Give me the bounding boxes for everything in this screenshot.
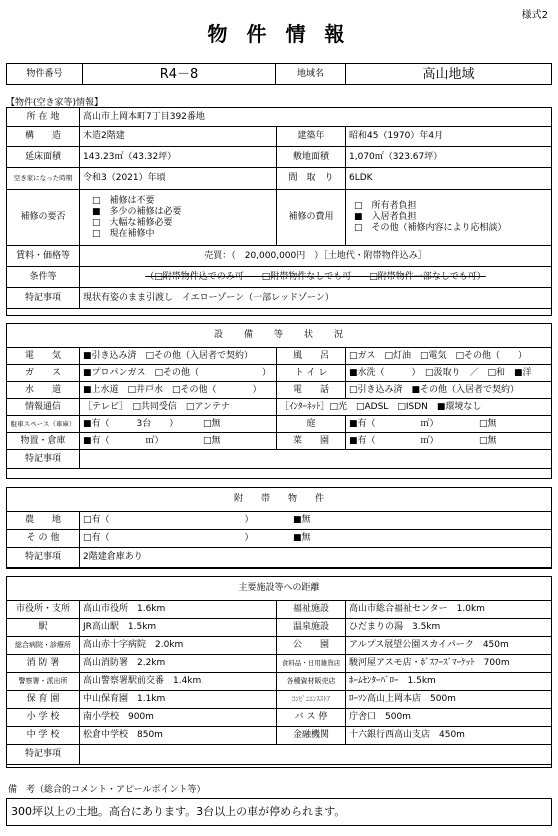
repair-need-option-4: □ 現在補修中	[92, 228, 155, 239]
phone-value: □引き込み済 ■その他（入居者で契約）	[346, 382, 552, 399]
it-net-value: ［ｲﾝﾀｰﾈｯﾄ］□光 □ADSL □ISDN ■環境なし	[277, 399, 552, 416]
electric-value: ■引き込み済 □その他（入居者で契約）	[80, 348, 277, 365]
vegetable-no: □無	[479, 435, 497, 446]
facility-label-5a: 警察署・派出所	[7, 673, 80, 691]
section-heading-property: 【物件(空き家等)情報】	[6, 98, 104, 108]
facility-value-7a: 南小学校 900m	[80, 709, 277, 727]
facility-label-1a: 市役所・支所	[7, 601, 80, 619]
equipment-notes-label: 特記事項	[7, 450, 80, 469]
price-label: 賃料・価格等	[7, 246, 80, 267]
header-table	[6, 63, 552, 85]
attached-notes-label: 特記事項	[7, 548, 80, 568]
it-label: 情報通信	[7, 399, 80, 416]
conditions-value: （□附帯物件込でのみ可 □附帯物件なしでも可 □附帯物件一部なしでも可）	[80, 267, 552, 288]
parking-yes: ■有（ 3台 ）	[83, 418, 179, 429]
facility-label-7b: バ ス 停	[277, 709, 346, 727]
water-label: 水 道	[7, 382, 80, 399]
it-tv-value: ［テレビ］ □共同受信 □アンテナ	[80, 399, 277, 416]
facility-value-5b: ﾎｰﾑｾﾝﾀｰﾊﾞﾛｰ 1.5km	[346, 673, 552, 691]
structure-value: 木造2階建	[80, 127, 277, 147]
storage-label: 物置・倉庫	[7, 433, 80, 450]
farmland-no: ■無	[293, 515, 311, 525]
facility-label-6a: 保 育 園	[7, 691, 80, 709]
vegetable-label: 菜 園	[277, 433, 346, 450]
property-table	[6, 107, 552, 309]
area-label: 地域名	[276, 64, 346, 85]
electric-label: 電 気	[7, 348, 80, 365]
repair-need-label: 補修の要否	[7, 190, 80, 246]
facility-label-7a: 小 学 校	[7, 709, 80, 727]
facility-value-4a: 高山消防署 2.2km	[80, 655, 277, 673]
bath-label: 風 呂	[277, 348, 346, 365]
location-value: 高山市上岡本町7丁目392番地	[80, 108, 552, 127]
phone-label: 電 話	[277, 382, 346, 399]
facility-label-6b: ｺﾝﾋﾞﾆｴﾝｽｽﾄｱ	[277, 691, 346, 709]
gas-label: ガ ス	[7, 365, 80, 382]
facility-value-1b: 高山市総合福祉センター 1.0km	[346, 601, 552, 619]
built-label: 建築年	[277, 127, 346, 147]
layout-value: 6LDK	[346, 168, 552, 190]
parking-label: 駐車スペース（車庫）	[7, 416, 80, 433]
equipment-notes-value	[80, 450, 552, 469]
facility-label-3b: 公 園	[277, 637, 346, 655]
page-title: 物 件 情 報	[207, 22, 351, 46]
facility-label-4b: 食料品・日用雑貨店	[277, 655, 346, 673]
garden-yes: ■有（ ㎡）	[349, 418, 439, 429]
facility-value-3b: アルプス展望公園スカイパーク 450m	[346, 637, 552, 655]
location-label: 所 在 地	[7, 108, 80, 127]
farmland-yes: □有（ ）	[83, 515, 254, 525]
facility-value-6a: 中山保育園 1.1km	[80, 691, 277, 709]
repair-cost-option-3: □ その他（補修内容により応相談）	[354, 223, 507, 233]
repair-need-option-3: □ 大幅な補修必要	[92, 217, 173, 228]
facility-label-2b: 温泉施設	[277, 619, 346, 637]
site-area-value: 1,070㎡（323.67坪）	[346, 147, 552, 168]
other-no: ■無	[293, 533, 311, 543]
attached-heading: 附 帯 物 件	[7, 488, 552, 512]
toilet-label: ト イ レ	[277, 365, 346, 382]
gas-value: ■プロパンガス □その他（ ）	[80, 365, 277, 382]
facility-value-4b: 駿河屋アスモ店・ﾎﾞｽﾌｰｽﾞﾏｰｹｯﾄ 700m	[346, 655, 552, 673]
remarks-text: 300坪以上の土地。高台にあります。3台以上の車が停められます。	[6, 798, 552, 826]
structure-label: 構 造	[7, 127, 80, 147]
bath-value: □ガス □灯油 □電気 □その他（ ）	[346, 348, 552, 365]
repair-need-option-2: ■ 多少の補修は必要	[92, 206, 182, 217]
repair-cost-label: 補修の費用	[277, 190, 346, 246]
property-notes-label: 特記事項	[7, 288, 80, 309]
repair-need-option-1: □ 補修は不要	[92, 195, 155, 206]
equipment-heading: 設 備 等 状 況	[7, 324, 552, 348]
facility-label-1b: 福祉施設	[277, 601, 346, 619]
facility-value-8a: 松倉中学校 850m	[80, 727, 277, 745]
facility-value-2a: JR高山駅 1.5km	[80, 619, 277, 637]
equipment-table	[6, 323, 552, 469]
facilities-notes-label: 特記事項	[7, 745, 80, 765]
facility-value-1a: 高山市役所 1.6km	[80, 601, 277, 619]
remarks-heading: 備 考（総合的コメント・アピールポイント等）	[8, 785, 206, 795]
attached-table	[6, 487, 552, 568]
facility-label-8b: 金融機関	[277, 727, 346, 745]
property-number: R4－8	[83, 64, 276, 85]
vacant-since-label: 空き家になった時期	[7, 168, 80, 190]
facility-label-5b: 各種資材販売店	[277, 673, 346, 691]
garden-label: 庭	[277, 416, 346, 433]
form-label: 様式2	[521, 10, 548, 21]
other-label: そ の 他	[7, 530, 80, 548]
price-value: 売買：（ 20,000,000円 ）［土地代・附帯物件込み］	[80, 246, 552, 267]
facility-value-7b: 庁舎口 500m	[346, 709, 552, 727]
facility-value-3a: 高山赤十字病院 2.0km	[80, 637, 277, 655]
facilities-table	[6, 576, 552, 765]
garden-no: □無	[479, 418, 497, 429]
parking-no: □無	[203, 418, 221, 429]
facility-value-6b: ﾛｰｿﾝ高山上岡本店 500m	[346, 691, 552, 709]
floor-area-value: 143.23㎡（43.32坪）	[80, 147, 277, 168]
property-number-label: 物件番号	[7, 64, 83, 85]
toilet-value: ■水洗（ ） □汲取り ／ □和 ■洋	[346, 365, 552, 382]
property-notes-value: 現状有姿のまま引渡し イエローゾーン（一部レッドゾーン）	[80, 288, 552, 309]
facility-value-8b: 十六銀行西高山支店 450m	[346, 727, 552, 745]
repair-cost-option-1: □ 所有者負担	[354, 201, 417, 211]
floor-area-label: 延床面積	[7, 147, 80, 168]
facility-label-3a: 総合病院・診療所	[7, 637, 80, 655]
attached-notes-value: 2階建倉庫あり	[80, 548, 552, 568]
built-value: 昭和45（1970）年4月	[346, 127, 552, 147]
facility-value-5a: 高山警察署駅前交番 1.4km	[80, 673, 277, 691]
conditions-label: 条件等	[7, 267, 80, 288]
facility-value-2b: ひだまりの湯 3.5km	[346, 619, 552, 637]
facilities-heading: 主要施設等への距離	[7, 577, 552, 601]
facility-label-2a: 駅	[7, 619, 80, 637]
facility-label-4a: 消 防 署	[7, 655, 80, 673]
storage-yes: ■有（ ㎡）	[83, 435, 164, 446]
area-name: 高山地域	[346, 64, 552, 85]
vegetable-yes: ■有（ ㎡）	[349, 435, 439, 446]
site-area-label: 敷地面積	[277, 147, 346, 168]
other-yes: □有（ ）	[83, 533, 254, 543]
repair-cost-option-2: ■ 入居者負担	[354, 212, 417, 222]
farmland-label: 農 地	[7, 512, 80, 530]
storage-no: □無	[203, 435, 221, 446]
facility-label-8a: 中 学 校	[7, 727, 80, 745]
layout-label: 間 取 り	[277, 168, 346, 190]
facilities-notes-value	[80, 745, 552, 765]
water-value: ■上水道 □井戸水 □その他（ ）	[80, 382, 277, 399]
vacant-since-value: 令和3（2021）年頃	[80, 168, 277, 190]
